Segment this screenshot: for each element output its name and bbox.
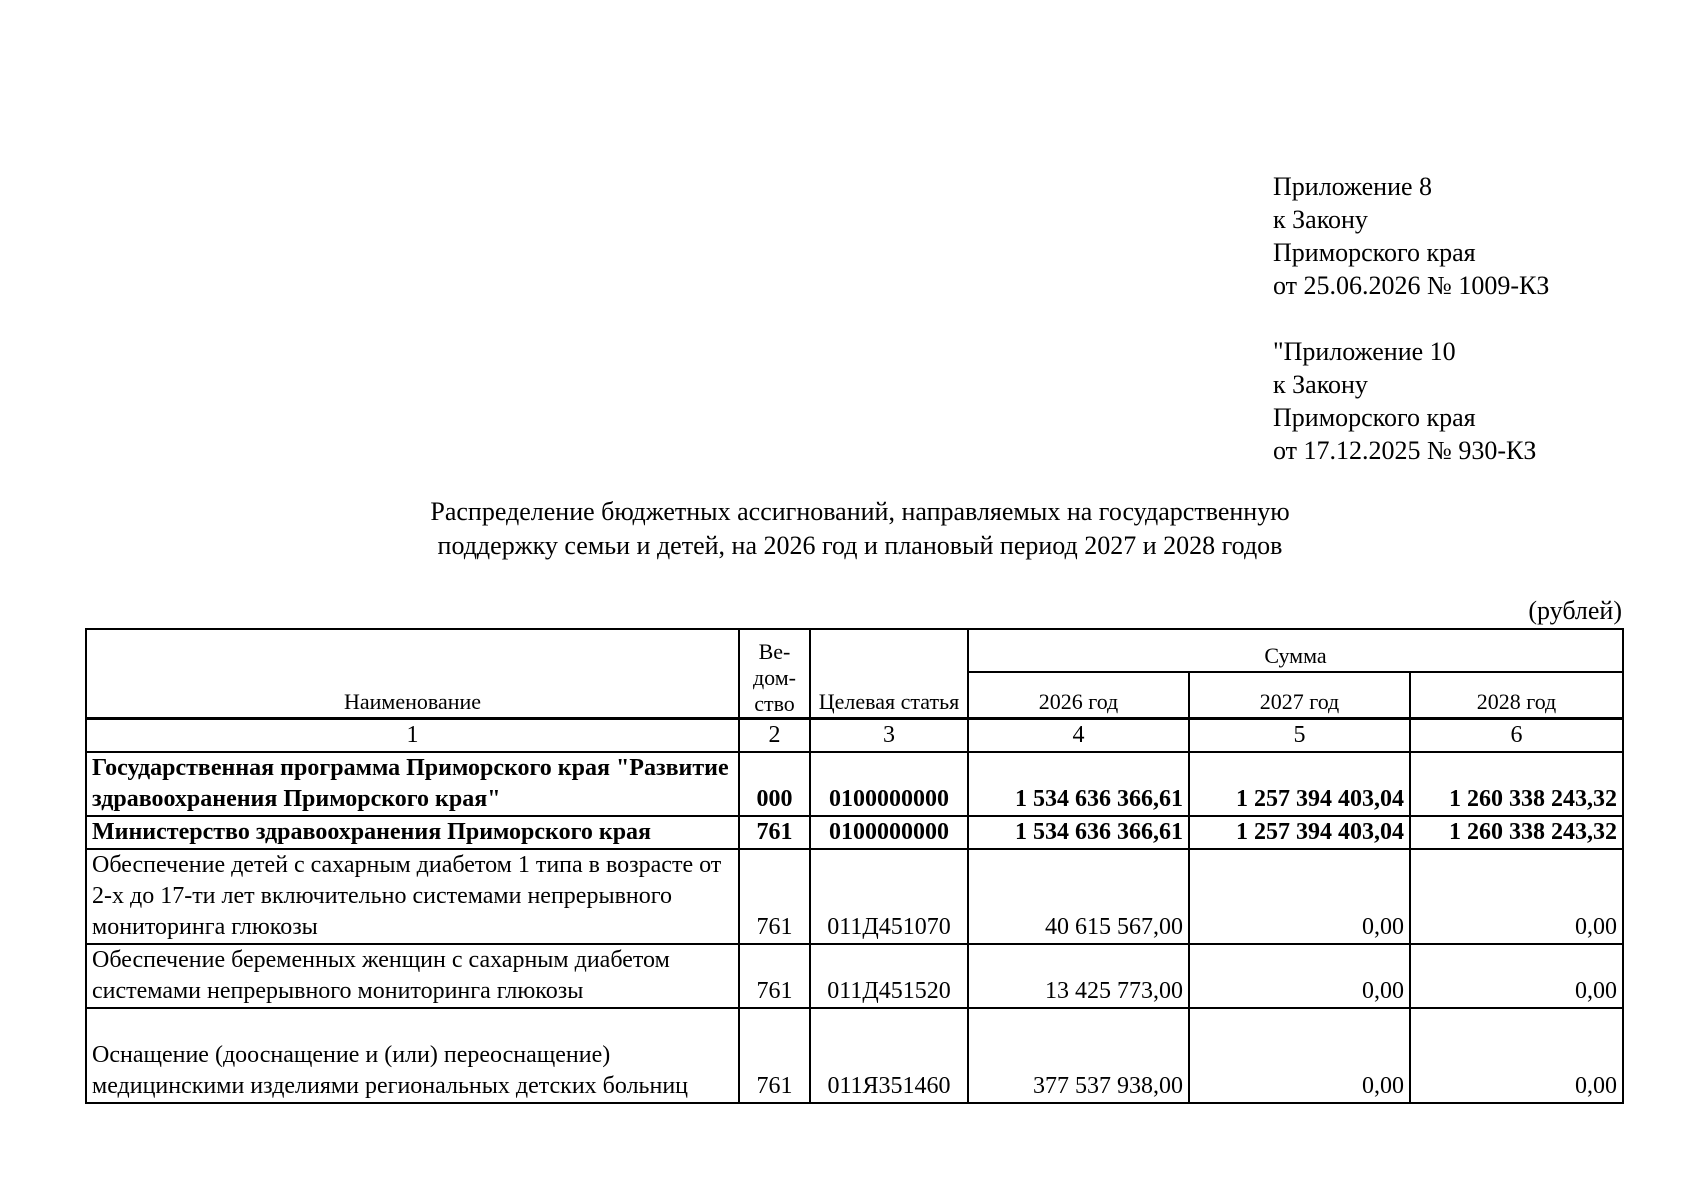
row-target: 011Д451520 [810,944,968,1008]
column-number: 2 [739,718,810,752]
column-numbers-row [86,718,1623,752]
appendix-amended-block [1273,335,1653,467]
row-name: Министерство здравоохранения Приморского края [86,816,739,849]
title-line-1: Распределение бюджетных ассигнований, направляемых на государственную [430,497,1290,526]
title-line-2: поддержку семьи и детей, на 2026 год и плановый период 2027 и 2028 годов [437,531,1283,560]
column-number: 5 [1189,718,1410,752]
row-dept: 000 [739,752,810,816]
row-amount-2028: 0,00 [1410,849,1623,944]
header-year-2027: 2027 год [1189,672,1410,718]
column-number: 3 [810,718,968,752]
appendix-line: от 17.12.2025 № 930-КЗ [1273,436,1537,465]
row-amount-2026: 377 537 938,00 [968,1008,1189,1103]
header-year-2028: 2028 год [1410,672,1623,718]
row-name: Обеспечение беременных женщин с сахарным диабетом системами непрерывного мониторинга глюкозы [86,944,739,1008]
appendix-line: "Приложение 10 [1273,337,1456,366]
row-amount-2027: 1 257 394 403,04 [1189,752,1410,816]
column-number: 1 [86,718,739,752]
appendix-line: к Закону [1273,205,1368,234]
row-dept: 761 [739,816,810,849]
row-amount-2026: 1 534 636 366,61 [968,816,1189,849]
table-row [86,1008,1623,1103]
table-row [86,752,1623,816]
header-dept: Ве- дом- ство [739,629,810,718]
row-target: 011Я351460 [810,1008,968,1103]
row-name: Государственная программа Приморского края "Развитие здравоохранения Приморского края" [86,752,739,816]
row-dept: 761 [739,849,810,944]
row-dept: 761 [739,1008,810,1103]
row-amount-2028: 0,00 [1410,944,1623,1008]
header-target: Целевая статья [810,629,968,718]
row-amount-2026: 40 615 567,00 [968,849,1189,944]
appendix-line: от 25.06.2026 № 1009-КЗ [1273,271,1550,300]
column-number: 4 [968,718,1189,752]
row-amount-2027: 0,00 [1189,1008,1410,1103]
row-target: 0100000000 [810,816,968,849]
row-amount-2027: 0,00 [1189,944,1410,1008]
appendix-line: к Закону [1273,370,1368,399]
row-amount-2026: 13 425 773,00 [968,944,1189,1008]
appendix-line: Приложение 8 [1273,172,1433,201]
header-year-2026: 2026 год [968,672,1189,718]
budget-table [85,628,1624,1104]
row-amount-2027: 1 257 394 403,04 [1189,816,1410,849]
row-amount-2026: 1 534 636 366,61 [968,752,1189,816]
row-amount-2028: 0,00 [1410,1008,1623,1103]
row-target: 011Д451070 [810,849,968,944]
header-name: Наименование [86,629,739,718]
units-label: (рублей) [1528,596,1622,625]
table-row [86,849,1623,944]
document-title [300,495,1420,563]
header-sum: Сумма [968,629,1623,672]
row-amount-2027: 0,00 [1189,849,1410,944]
table-row [86,816,1623,849]
row-amount-2028: 1 260 338 243,32 [1410,816,1623,849]
appendix-current-block [1273,170,1653,302]
row-target: 0100000000 [810,752,968,816]
row-name: Обеспечение детей с сахарным диабетом 1 типа в возрасте от 2-х до 17-ти лет включительно системами непрерывного мониторинга глюкозы [86,849,739,944]
table-row [86,944,1623,1008]
row-dept: 761 [739,944,810,1008]
row-amount-2028: 1 260 338 243,32 [1410,752,1623,816]
row-name: Оснащение (дооснащение и (или) переоснащение) медицинскими изделиями региональных детских больниц [86,1008,739,1103]
appendix-line: Приморского края [1273,238,1476,267]
appendix-line: Приморского края [1273,403,1476,432]
column-number: 6 [1410,718,1623,752]
